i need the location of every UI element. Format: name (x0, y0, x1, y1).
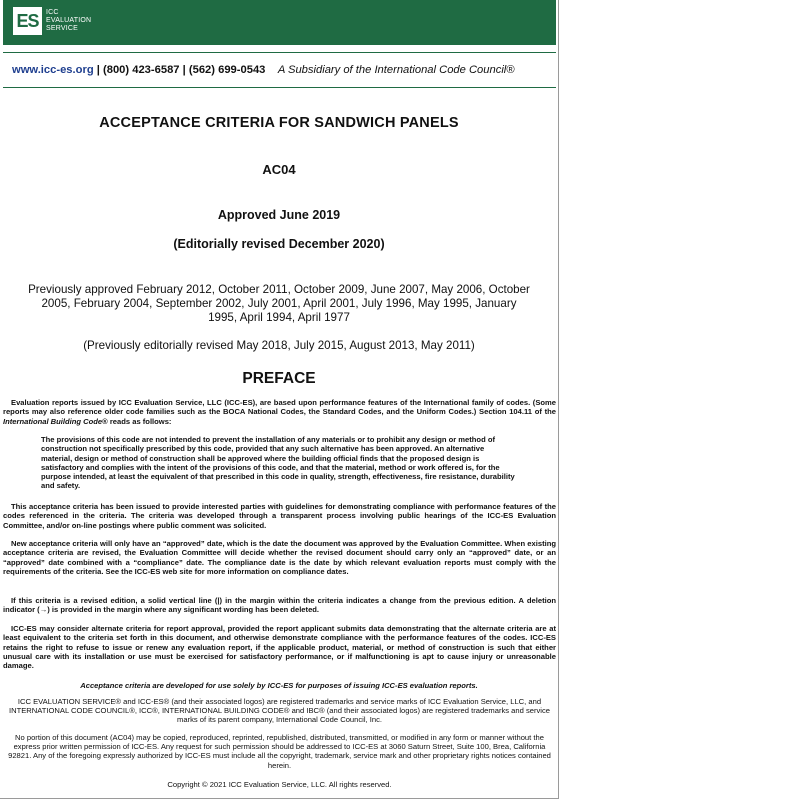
website-link[interactable]: www.icc-es.org (12, 64, 94, 76)
separator: | (182, 64, 186, 76)
logo-wordmark (46, 9, 91, 33)
preface-paragraph-2: This acceptance criteria has been issued to provide interested parties with guidelines for demonstrating compliance with performance features of the codes referenced in the criteria. The criteria was developed through a transparent process involving public hearings of the ICC-ES Evaluation Committee, and/or on-line postings where public comment was solicited. (3, 502, 556, 530)
separator: | (96, 64, 100, 76)
phone-2: (562) 699-0543 (188, 64, 266, 76)
p1-text-italic: International Building Code (3, 416, 103, 426)
logo-line: EVALUATION (46, 17, 92, 24)
phone-1: (800) 423-6587 (103, 64, 180, 76)
preface-paragraph-1 (3, 398, 556, 426)
previously-approved: Previously approved February 2012, October 2011, October 2009, June 2007, May 2006, October 2005, February 2004, September 2002, July 2001, April 2001, July 1996, May 1995, January 1995, April 1994, April 1977 (28, 283, 530, 324)
subsidiary-note: A Subsidiary of the International Code Council® (277, 64, 515, 76)
document-code: AC04 (262, 162, 296, 177)
contact-bar (3, 52, 556, 88)
previously-revised: (Previously editorially revised May 2018, July 2015, August 2013, May 2011) (83, 339, 475, 352)
trademark-notice: ICC EVALUATION SERVICE® and ICC-ES® (and their associated logos) are registered trademarks and service marks of ICC Evaluation Service, LLC, and INTERNATIONAL CODE COUNCIL®, ICC®, INTERNATIONAL BUILDING CODE® and IBC® (and their associated logos) are registered trademarks and service marks of its parent company, International Code Council, Inc. (8, 697, 551, 725)
preface-paragraph-5: ICC-ES may consider alternate criteria for report approval, provided the report applicant submits data demonstrating that the alternate criteria are at least equivalent to the criteria set forth in this document, and otherwise demonstrate compliance with the performance features of the codes. ICC-ES retains the right to refuse to issue or renew any evaluation report, if the applicable product, material, or method of construction is such that either unusual care with its installation or use must be exercised for satisfactory performance, or if malfunctioning is apt to cause injury or unreasonable damage. (3, 624, 556, 671)
preface-paragraph-4: If this criteria is a revised edition, a solid vertical line (|) in the margin within the criteria indicates a change from the previous edition. A deletion indicator (→) is provided in the margin where any significant wording has been deleted. (3, 596, 556, 615)
copyright-notice: Copyright © 2021 ICC Evaluation Service, LLC. All rights reserved. (167, 780, 392, 789)
p1-text-a: Evaluation reports issued by ICC Evaluation Service, LLC (ICC-ES), are based upon performance features of the International family of codes. (Some reports may also reference older code families such as the BOCA National Codes, the Standard Codes, and the Uniform Codes.) Section 104.11 of the (3, 398, 556, 417)
logo-line: SERVICE (46, 25, 79, 32)
copying-notice: No portion of this document (AC04) may be copied, reproduced, reprinted, republished, distributed, transmitted, or modified in any form or manner without the express prior written permission of ICC-ES. Any request for such permission should be addressed to ICC-ES at 3060 Saturn Street, Suite 100, Brea, California 92821. Any of the foregoing expressly authorized by ICC-ES must include all the copyright, trademark, service mark and other proprietary rights notices contained herein. (8, 733, 551, 770)
contact-line (12, 64, 515, 76)
p1-text-b: ® reads as follows: (102, 416, 172, 426)
header-banner (3, 0, 556, 45)
approved-date: Approved June 2019 (217, 208, 341, 222)
document-title: ACCEPTANCE CRITERIA FOR SANDWICH PANELS (99, 115, 459, 131)
preface-paragraph-3: New acceptance criteria will only have an “approved” date, which is the date the document was approved by the Evaluation Committee. When existing acceptance criteria are revised, the Evaluation Committee will decide whether the revised document should carry only an “approved” date, or an “approved” date combined with a “compliance” date. The compliance date is the date by which relevant evaluation reports must comply with the requirements of the criteria. See the ICC-ES web site for more information on compliance dates. (3, 539, 556, 576)
icc-es-logo: ES (13, 7, 42, 35)
revised-date: (Editorially revised December 2020) (173, 237, 385, 251)
code-quote: The provisions of this code are not intended to prevent the installation of any materials or to prohibit any design or method of construction not specifically prescribed by this code, provided that any such alternative has been approved. An alternative material, design or method of construction shall be approved where the building official finds that the proposed design is satisfactory and complies with the intent of the provisions of this code, and that the material, method or work offered is, for the purpose intended, at least the equivalent of that prescribed in this code in quality, strength, effectiveness, fire resistance, durability and safety. (41, 435, 515, 491)
usage-note: Acceptance criteria are developed for use solely by ICC-ES for purposes of issuing ICC-ES evaluation reports. (80, 681, 478, 690)
preface-heading: PREFACE (242, 370, 316, 387)
logo-line: ICC (46, 9, 59, 16)
